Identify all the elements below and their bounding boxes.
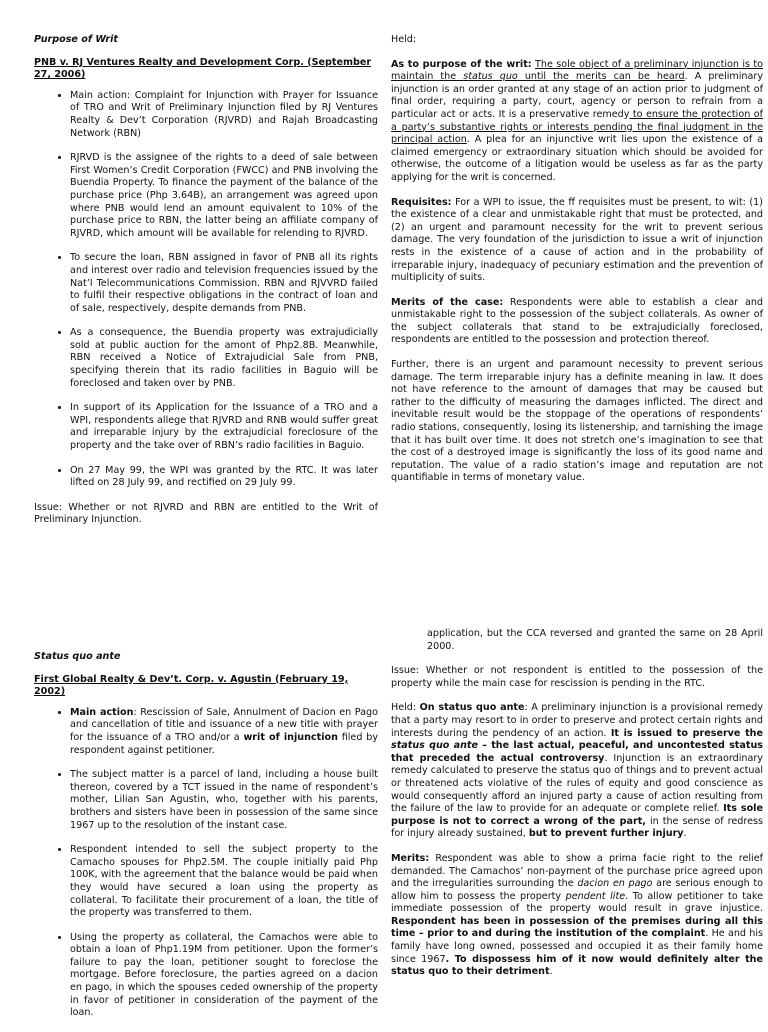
- merits-bold-1: Respondent has been in possession of the premises during all this time – prior to and during the institution of the complaint: [391, 915, 763, 940]
- list-item: • Using the property as collateral, the Camachos were able to obtain a loan of Php1.19M from petitioner. Upon the former’s failure to pay the loan, petitioner sought to foreclose the mortgage. Before foreclosure, the parties agreed on a dacion en pago, in which the spouses ceded ownership of the property in favor of petitioner in consideration of the payment of the loan.: [70, 932, 378, 1020]
- purpose-mid: . A preliminary injunction is an order granted at any stage of an action prior to judgment of final order, requiring a party, court, agency or person to refrain from a particular act or acts. It is a preservative remedy: [391, 71, 763, 120]
- merits-text-3: . To allow petitioner to take immediate possession of the property would result in grave injustice.: [391, 890, 764, 915]
- merits-text-2: are serious enough to allow him to possess the property: [391, 878, 763, 902]
- merits-text-1: Respondent was able to show a prima facie right to the relief demanded. The Camachos’ non-payment of the purchase price agreed upon and the irregularities surrounding the: [391, 852, 763, 890]
- merits-paragraph-2: [391, 853, 763, 979]
- held-prefix: Held:: [391, 702, 420, 714]
- merits-lead: Merits of the case:: [391, 296, 504, 308]
- held-bold-1-end: – the last actual, peaceful, and uncontested status that preceded the actual controversy: [391, 740, 763, 764]
- held-bold-3: but to prevent further injury: [528, 828, 684, 840]
- main-action-text: : Rescission of Sale, Annulment of Dacion en Pago and cancellation of title and issuance of a new title with prayer for the issuance of a TRO and/or a: [70, 706, 378, 743]
- case-title-first-global: First Global Realty & Dev’t. Corp. v. Agustin (February 19, 2002): [34, 673, 349, 698]
- right-bottom-column: [391, 628, 763, 991]
- list-item: • As a consequence, the Buendia property was extrajudicially sold at public auction for the amont of Php2.8B. Meanwhile, RBN received a Notice of Extrajudicial Sale from PNB, specifying therein that its radio facilities in Baguio will be foreclosed and taken over by PNB.: [70, 327, 378, 390]
- list-item: • Main action: Complaint for Injunction with Prayer for Issuance of TRO and Writ of Preliminary Injunction filed by RJ Ventures Realty & Dev’t Corporation (RJVRD) and Rajah Broadcasting Network (RBN): [70, 90, 378, 140]
- main-action-end: filed by respondent against petitioner.: [70, 731, 378, 756]
- status-quo-italic: status quo: [463, 71, 518, 83]
- section-heading-purpose-of-writ: Purpose of Writ: [34, 34, 118, 45]
- facts-list-2: [34, 707, 378, 1020]
- main-action-bold: writ of injunction: [243, 731, 338, 743]
- pendent-lite-italic: pendent lite: [565, 890, 626, 902]
- status-quo-ante-italic: status quo ante: [391, 740, 478, 752]
- right-top-column: [391, 34, 763, 497]
- held-bold-1-text: It is issued to preserve the: [610, 727, 764, 739]
- purpose-paragraph: [391, 59, 763, 185]
- merits-lead-2: Merits:: [391, 852, 430, 864]
- held-text-1: : A preliminary injunction is a provisional remedy that a party may resort to in order to preserve and protect certain rights and interests during the pendency of an action.: [391, 702, 764, 739]
- section-heading-status-quo-ante: Status quo ante: [34, 651, 121, 662]
- dacion-italic: dacion en pago: [577, 878, 653, 890]
- main-action-lead: Main action: [70, 706, 134, 718]
- held-lead: On status quo ante: [419, 702, 525, 714]
- purpose-end: . A plea for an injunctive writ lies upon the existence of a claimed emergency or extraordinary situation which should be avoided for otherwise, the outcome of a litigation would be useless as far as the party applying for the writ is concerned.: [391, 134, 764, 183]
- requisites-lead: Requisites:: [391, 196, 452, 208]
- issue-paragraph: Issue: Whether or not RJVRD and RBN are entitled to the Writ of Preliminary Injunction.: [34, 501, 378, 526]
- list-item: • RJRVD is the assignee of the rights to a deed of sale between First Women’s Credit Corporation (FWCC) and PNB involving the Buendia Property. To finance the payment of the balance of the purchase price (Php 3.64B), an arrangement was agreed upon where PNB would lend an amount equivalent to 10% of the purchase price to RBN, the latter being an affiliate company of RJVRD, which amount will be available for relending to RJVRD.: [70, 152, 378, 240]
- held-text-2: . Injunction is an extraordinary remedy calculated to preserve the status quo of things and to prevent actual or threatened acts violative of the rules of equity and good conscience as would consequently afford an injured party a cause of action resulting from the failure of the law to provide for an adequate or complete relief.: [391, 752, 763, 815]
- facts-list: [34, 90, 378, 490]
- list-item: • To secure the loan, RBN assigned in favor of PNB all its rights and interest over radio and television frequencies issued by the Nat’l Telecommunications Commission. RBN and RJVVRD failed to fulfil their respective obligations in the contract of loan and of sale, respectively, despite demands from PNB.: [70, 252, 378, 315]
- list-item: • Respondent intended to sell the subject property to the Camacho spouses for Php2.5M. The couple initially paid Php 100K, with the agreement that the balance would be paid when they would have secured a loan using the property as collateral. To facilitate their procurement of a loan, the title of the property was transferred to them.: [70, 844, 378, 920]
- left-top-column: [34, 34, 378, 539]
- merits-bold-2: . To dispossess him of it now would definitely alter the status quo to their detriment: [391, 953, 763, 978]
- case-title-pnb: PNB v. RJ Ventures Realty and Development Corp. (September 27, 2006): [34, 56, 372, 81]
- held-label: Held:: [391, 34, 417, 45]
- purpose-u1-end: until the merits can be heard: [517, 71, 685, 83]
- requisites-paragraph: [391, 197, 763, 285]
- left-bottom-column: [34, 651, 378, 1032]
- purpose-underline-2: to ensure the protection of a party’s substantive rights or interests pending the final judgment in the principal action: [391, 108, 763, 146]
- list-item: • In support of its Application for the Issuance of a TRO and a WPI, respondents allege that RJVRD and RNB would suffer great and irreparable injury by the extrajudicial foreclosure of the property and the take over of RBN’s radio facilities in Baguio.: [70, 402, 378, 452]
- merits-text-4: . He and his family have long owned, possessed and occupied it as their family home since 1967: [391, 928, 763, 965]
- merits-paragraph: [391, 297, 763, 347]
- merits-text-5: .: [549, 966, 553, 978]
- further-paragraph: Further, there is an urgent and paramount necessity to prevent serious damage. The term irreparable injury has a definite meaning in law. It does not have reference to the amount of damages that may be caused but rather to the difficulty of measuring the damages inflicted. The direct and inevitable result would be the stoppage of the operations of respondents’ radio stations, consequently, losing its listenership, and tarnishing the image that it has built over time. It does not stretch one’s imagination to see that the cost of a destroyed image is significantly the loss of its good name and reputation. The value of a radio station’s image and reputation are not quantifiable in terms of monetary value.: [391, 359, 763, 484]
- held-text-4: .: [683, 828, 687, 840]
- held-text-3: in the sense of redress for injury already sustained,: [391, 815, 764, 840]
- issue-paragraph-2: Issue: Whether or not respondent is entitled to the possession of the property while the main case for rescission is pending in the RTC.: [391, 665, 763, 689]
- purpose-lead: As to purpose of the writ:: [391, 58, 532, 70]
- merits-text: Respondents were able to establish a clear and unmistakable right to the possession of the subject collaterals. As owner of the subject collaterals that stand to be extrajudicially foreclosed, respondents are entitled to the possession and protection thereof.: [391, 296, 763, 346]
- continued-bullet-text: application, but the CCA reversed and granted the same on 28 April 2000.: [427, 628, 763, 652]
- purpose-u1-text: The sole object of a preliminary injunction is to maintain the: [391, 58, 763, 83]
- held-paragraph: [391, 702, 763, 841]
- list-item: • On 27 May 99, the WPI was granted by the RTC. It was later lifted on 28 July 99, and rectified on 29 July 99.: [70, 465, 378, 490]
- held-bold-2: Its sole purpose is not to correct a wrong of the part,: [391, 803, 763, 827]
- requisites-text: For a WPI to issue, the ff requisites must be present, to wit: (1) the existence of a clear and unmistakable right that must be protected, and (2) an urgent and paramount necessity for the writ to prevent serious damage. The very foundation of the jurisdiction to issue a writ of injunction rests in the existence of a cause of action and in the probability of irreparable injury, inadequacy of pecuniary estimation and the prevention of multiplicity of suits.: [391, 196, 763, 284]
- list-item: • The subject matter is a parcel of land, including a house built thereon, covered by a TCT issued in the name of respondent’s mother, Lilian San Agustin, who, together with his parents, brothers and sisters have been in possession of the same since 1967 up to the resolution of the instant case.: [70, 769, 378, 832]
- list-item: [70, 707, 378, 757]
